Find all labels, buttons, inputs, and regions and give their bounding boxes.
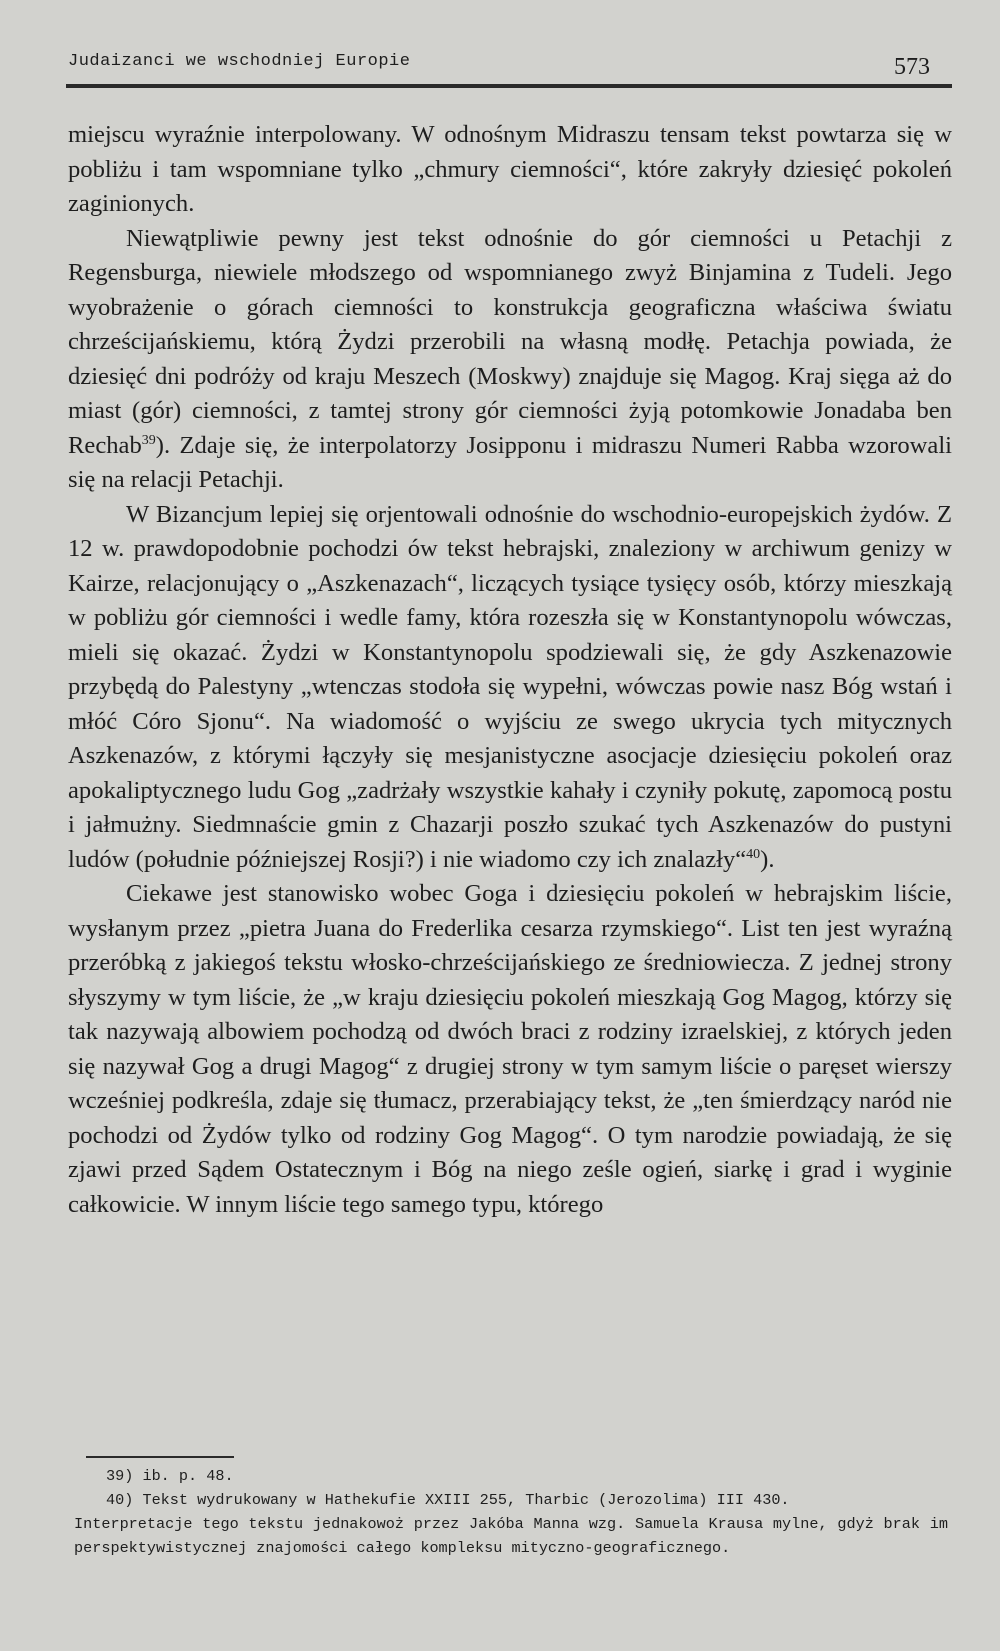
footnote-40: 40) Tekst wydrukowany w Hathekufie XXIII 255, Tharbic (Jerozolima) III 430.: [106, 1491, 790, 1509]
paragraph-1-text: miejscu wyraźnie interpolowany. W odnośnym Midraszu tensam tekst powtarza się w pobliżu i tam wspomniane tylko „chmury ciemności“, które zakryły dziesięć pokoleń zaginionych.: [68, 121, 952, 217]
footnote-39: 39) ib. p. 48.: [106, 1467, 234, 1485]
paragraph-2-text-end: ). Zdaje się, że interpolatorzy Josipponu i midraszu Numeri Rabba wzorowali się na relacji Petachji.: [68, 431, 952, 493]
paragraph-1: [68, 118, 952, 222]
running-title: Judaizanci we wschodniej Europie: [68, 52, 411, 71]
paragraph-3-text-end: ).: [760, 845, 775, 873]
footnote-rule: [86, 1456, 234, 1458]
footnote-40-continuation: Interpretacje tego tekstu jednakowoż przez Jakóba Manna wzg. Samuela Krausa mylne, gdyż brak im perspektywistycznej znajomości całego kompleksu mityczno-geograficznego.: [74, 1515, 948, 1557]
page-number: 573: [894, 54, 930, 80]
paragraph-2: [68, 222, 952, 498]
footnotes: [74, 1464, 948, 1560]
footnote-ref-39: 39: [141, 432, 156, 448]
header-rule: [66, 84, 952, 88]
running-head: [68, 48, 930, 78]
body-text: [68, 118, 952, 1222]
paragraph-2-text: Niewątpliwie pewny jest tekst odnośnie do gór ciemności u Petachji z Regensburga, niewiele młodszego od wspomnianego zwyż Binjamina z Tudeli. Jego wyobrażenie o górach ciemności to konstrukcja geograficzna właściwa światu chrześcijańskiemu, którą Żydzi przerobili na własną modłę. Petachja powiada, że dziesięć dni podróży od kraju Meszech (Moskwy) znajduje się Magog. Kraj sięga aż do miast (gór) ciemności, z tamtej strony gór ciemności żyją potomkowie Jonadaba ben Rechab: [68, 224, 952, 459]
paragraph-3: [68, 498, 952, 878]
paragraph-4-text: Ciekawe jest stanowisko wobec Goga i dziesięciu pokoleń w hebrajskim liście, wysłanym przez „pietra Juana do Frederlika cesarza rzymskiego“. List ten jest wyraźną przeróbką z jakiegoś tekstu włosko-chrześcijańskiego ze średniowiecza. Z jednej strony słyszymy w tym liście, że „w kraju dziesięciu pokoleń mieszkają Gog Magog, którzy się tak nazywają albowiem pochodzą od dwóch braci z rodziny izraelskiej, z których jeden się nazywał Gog a drugi Magog“ z drugiej strony w tym samym liście o paręset wierszy wcześniej podkreśla, zdaje się tłumacz, przerabiający tekst, że „ten śmierdzący naród nie pochodzi od Żydów tylko od rodziny Gog Magog“. O tym narodzie powiadają, że się zjawi przed Sądem Ostatecznym i Bóg na niego ześle ogień, siarkę i grad i wyginie całkowicie. W innym liście tego samego typu, którego: [68, 880, 952, 1218]
paragraph-4: [68, 877, 952, 1222]
paragraph-3-text: W Bizancjum lepiej się orjentowali odnośnie do wschodnio-europejskich żydów. Z 12 w. prawdopodobnie pochodzi ów tekst hebrajski, znaleziony w archiwum genizy w Kairze, relacjonujący o „Aszkenazach“, liczących tysiące tysięcy osób, którzy mieszkają w pobliżu gór ciemności i wedle famy, która rozeszła się w Konstantynopolu wówczas, mieli się okazać. Żydzi w Konstantynopolu spodziewali się, że gdy Aszkenazowie przybędą do Palestyny „wtenczas stodoła się wypełni, wówczas powie nasz Bóg wstań i młóć Córo Sjonu“. Na wiadomość o wyjściu ze swego ukrycia tych mitycznych Aszkenazów, z którymi łączyły się mesjanistyczne asocjacje dziesięciu pokoleń oraz apokaliptycznego ludu Gog „zadrżały wszystkie kahały i czyniły pokutę, zapomocą postu i jałmużny. Siedmnaście gmin z Chazarji poszło szukać tych Aszkenazów do pustyni ludów (południe późniejszej Rosji?) i nie wiadomo czy ich znalazły“: [68, 500, 952, 873]
footnote-ref-40: 40: [746, 846, 761, 862]
